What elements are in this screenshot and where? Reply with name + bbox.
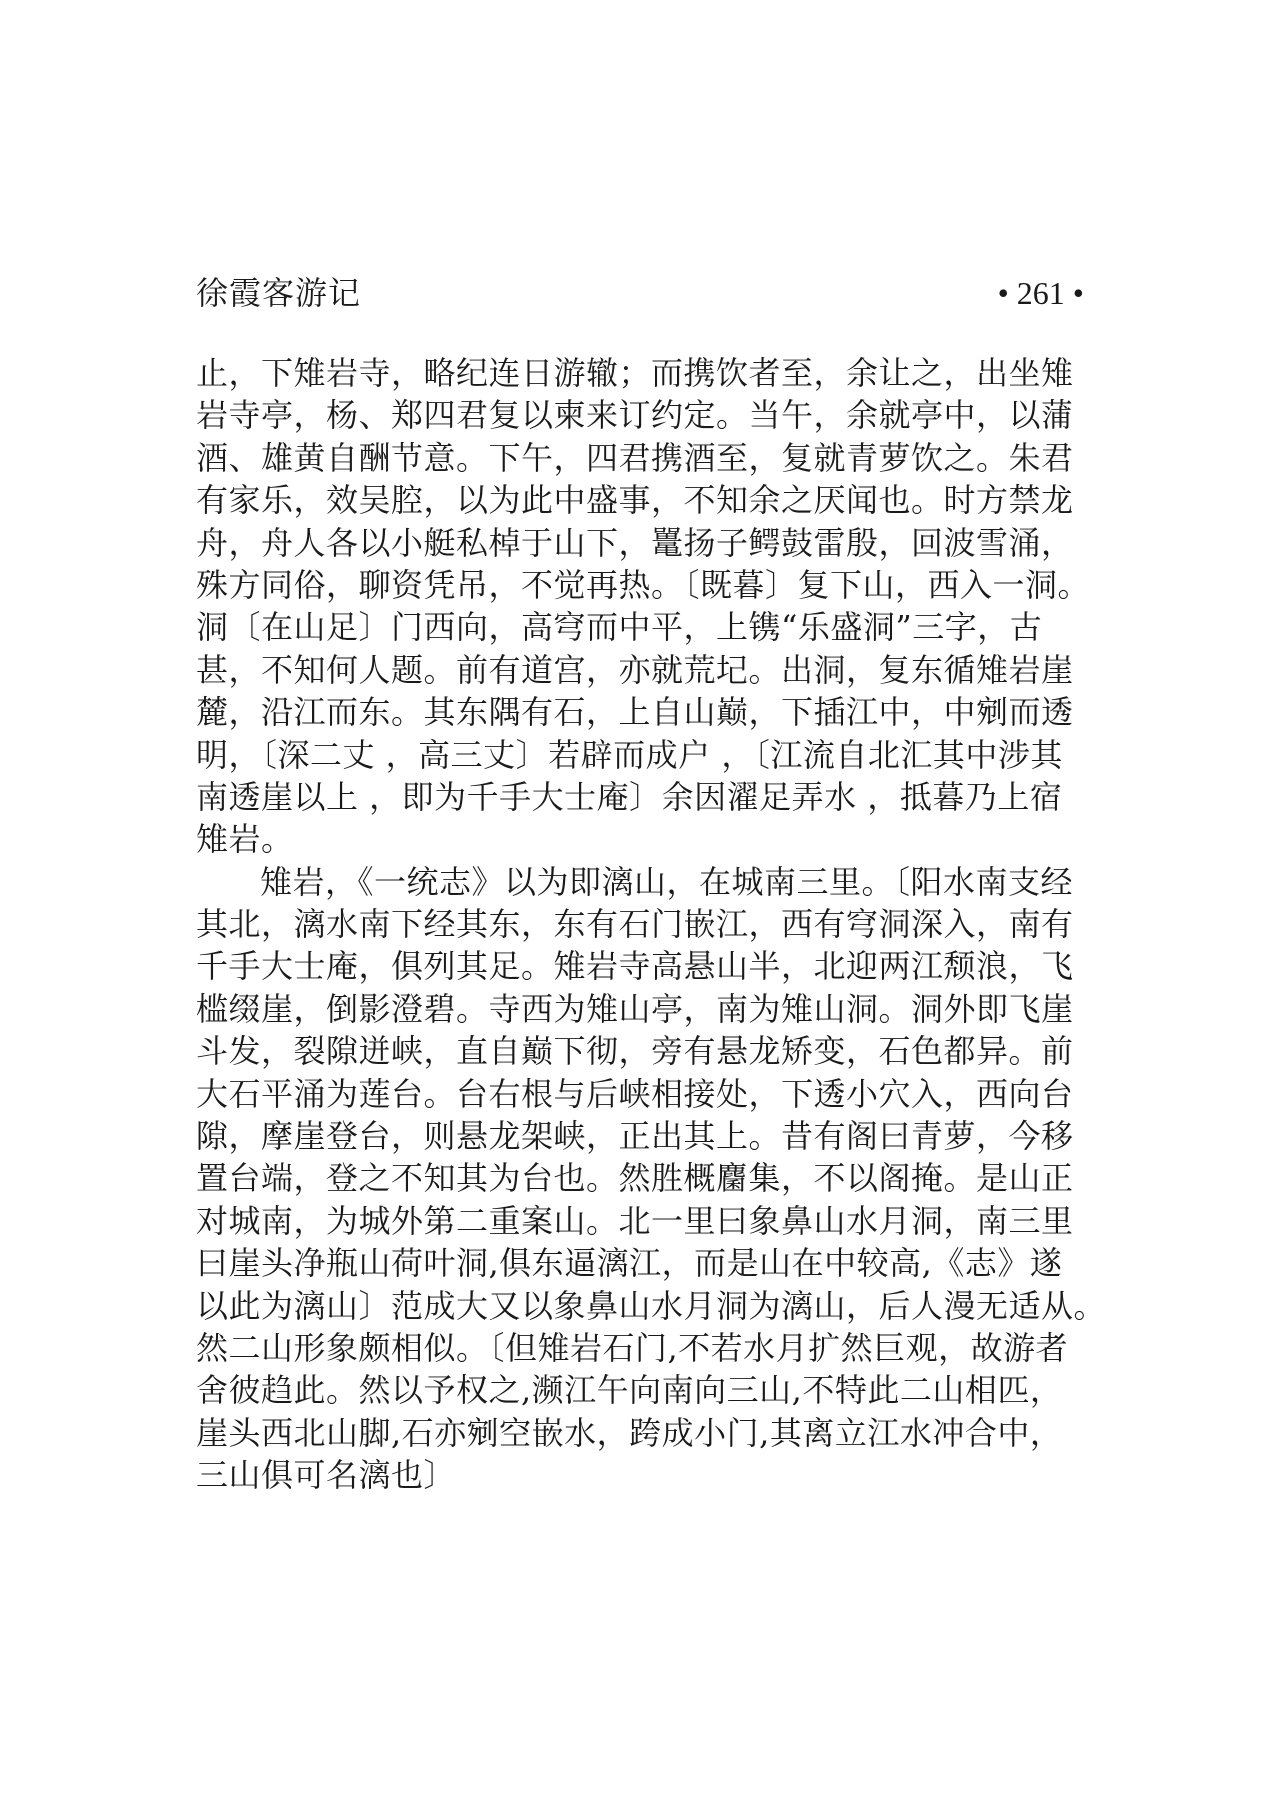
text-line: 对城南，为城外第二重案山。北一里曰象鼻山水月洞，南三里 — [196, 1201, 1074, 1240]
running-title: 徐霞客游记 — [196, 274, 362, 312]
text-line: 置台端，登之不知其为台也。然胜概麕集，不以阁掩。是山正 — [196, 1159, 1074, 1198]
text-line: 曰崖头净瓶山荷叶洞,俱东逼漓江，而是山在中较高,《志》遂 — [196, 1244, 1063, 1283]
text-line: 隙，摩崖登台，则悬龙架峡，正出其上。昔有阁曰青萝，今移 — [196, 1117, 1074, 1156]
text-line: 洞〔在山足〕门西向，高穹而中平，上镌“乐盛洞”三字，古 — [196, 608, 1043, 647]
page-number: • 261 • — [997, 275, 1084, 311]
text-line: 大石平涌为莲台。台右根与后峡相接处，下透小穴入，西向台 — [196, 1074, 1074, 1113]
text-line: 酒、雄黄自酬节意。下午，四君携酒至，复就青萝饮之。朱君 — [196, 438, 1074, 477]
text-line: 其北，漓水南下经其东，东有石门嵌江，西有穹洞深入，南有 — [196, 905, 1074, 944]
text-line: 槛缀崖，倒影澄碧。寺西为雉山亭，南为雉山洞。洞外即飞崖 — [196, 989, 1074, 1028]
text-line: 三山俱可名漓也〕 — [196, 1456, 457, 1495]
text-line: 甚，不知何人题。前有道宫，亦就荒圮。出洞，复东循雉岩崖 — [196, 650, 1074, 689]
text-line: 斗发，裂隙迸峡，直自巅下彻，旁有悬龙矫变，石色都异。前 — [196, 1032, 1074, 1071]
text-line: 明，〔深二丈 ，高三丈〕若辟而成户 ，〔江流自北汇其中涉其 — [196, 735, 1063, 774]
text-line: 止，下雉岩寺，略纪连日游辙；而携饮者至，余让之，出坐雉 — [196, 354, 1074, 392]
body-text — [196, 352, 1107, 1497]
text-line: 岩寺亭，杨、郑四君复以柬来订约定。当午，余就亭中，以蒲 — [196, 396, 1074, 435]
text-line: 有家乐，效吴腔，以为此中盛事，不知余之厌闻也。时方禁龙 — [196, 481, 1074, 520]
page-header — [196, 270, 1084, 316]
paragraph-first-line: 雉岩，《一统志》以为即漓山，在城南三里。〔阳水南支经 — [260, 862, 1074, 901]
text-line: 崖头西北山脚,石亦剜空嵌水，跨成小门,其离立江水冲合中， — [196, 1413, 1063, 1452]
text-line: 以此为漓山〕范成大又以象鼻山水月洞为漓山，后人漫无适从。 — [196, 1286, 1107, 1325]
text-line: 然二山形象颇相似。〔但雉岩石门,不若水月扩然巨观，故游者 — [196, 1328, 1069, 1367]
text-line: 麓，沿江而东。其东隅有石，上自山巅，下插江中，中剜而透 — [196, 693, 1074, 732]
text-line: 雉岩。 — [196, 820, 294, 859]
text-line: 舍彼趋此。然以予权之,濒江午向南向三山,不特此二山相匹， — [196, 1371, 1063, 1410]
text-line: 千手大士庵，俱列其足。雉岩寺高悬山半，北迎两江颓浪，飞 — [196, 947, 1074, 986]
text-line: 殊方同俗，聊资凭吊，不觉再热。〔既暮〕复下山，西入一洞。 — [196, 565, 1091, 604]
text-line: 南透崖以上 ，即为千手大士庵〕余因濯足弄水 ，抵暮乃上宿 — [196, 777, 1063, 816]
text-line: 舟，舟人各以小艇私棹于山下，鼍扬子鳄鼓雷殷，回波雪涌， — [196, 523, 1074, 562]
